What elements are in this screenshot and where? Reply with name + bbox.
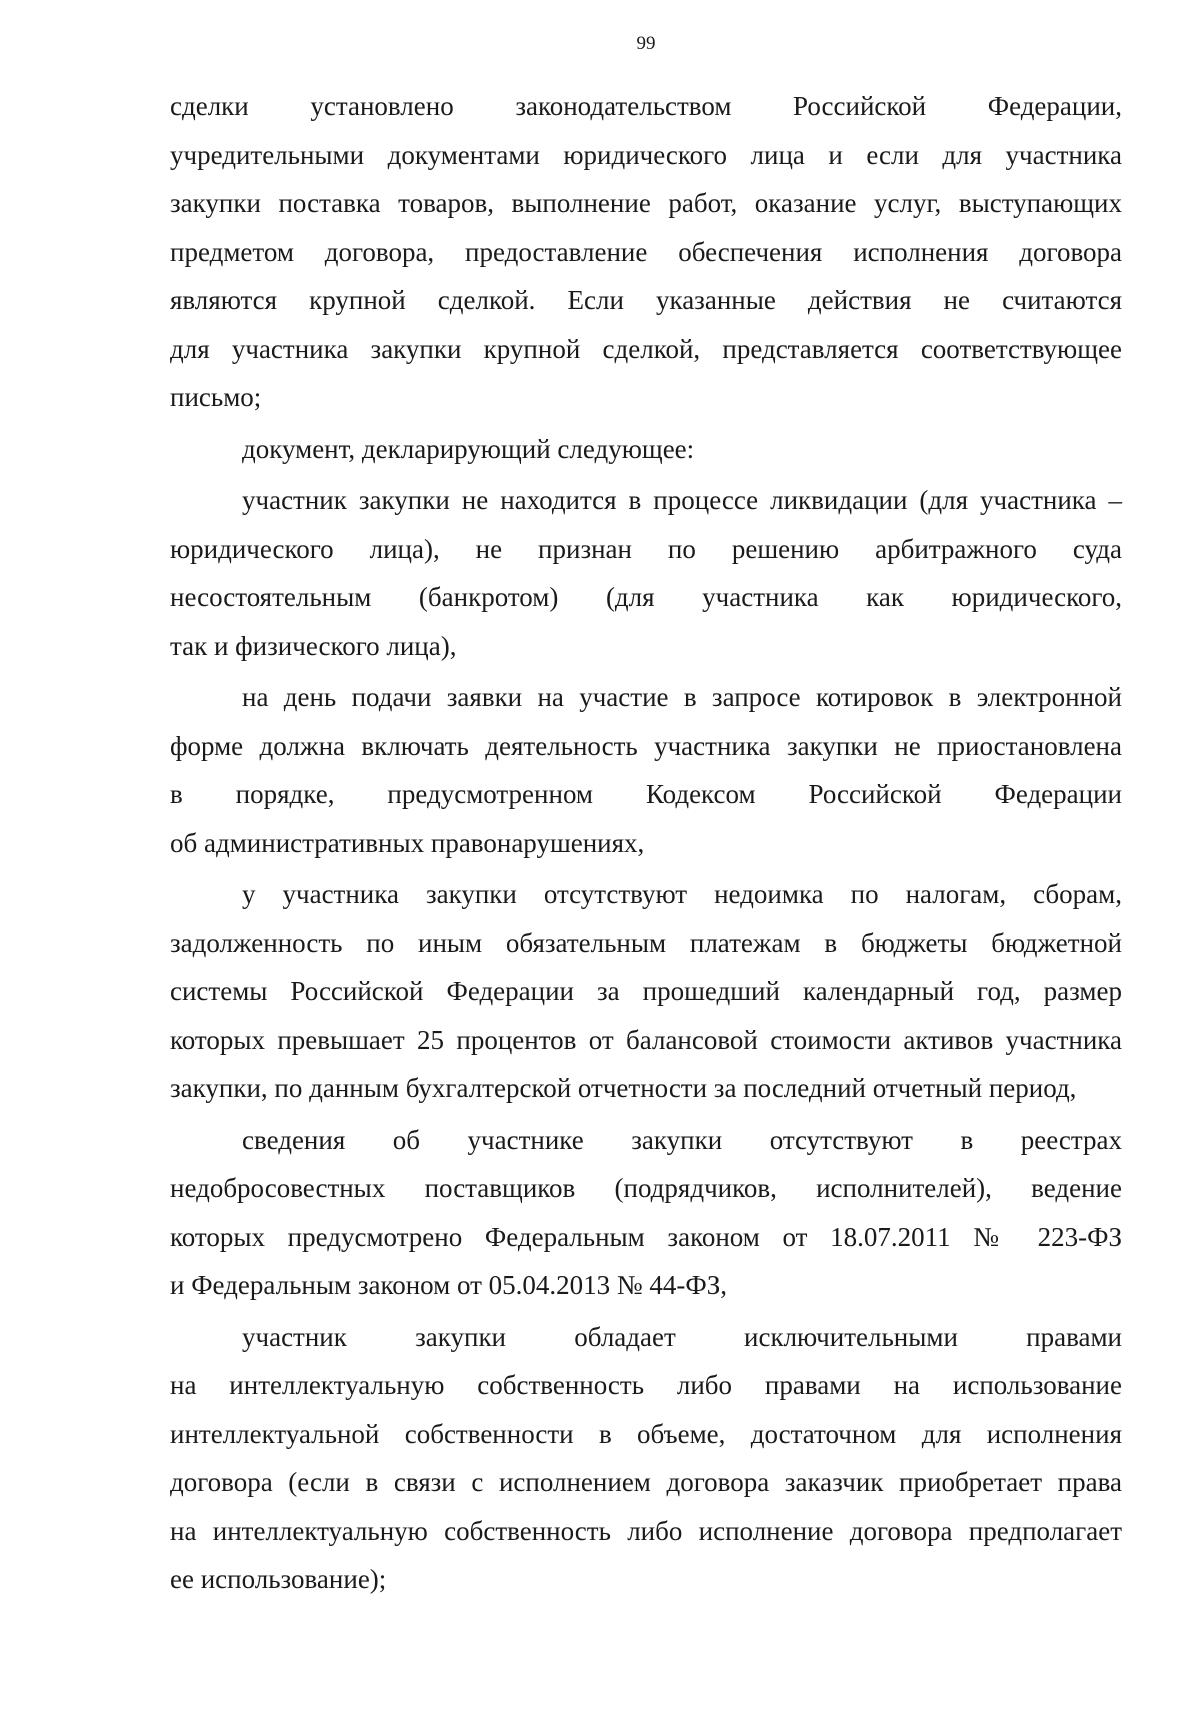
text-line: задолженность по иным обязательным платежам в бюджеты бюджетной — [170, 927, 1122, 958]
text-line: закупки, по данным бухгалтерской отчетности за последний отчетный период, — [170, 1073, 1077, 1103]
page-number: 99 — [636, 33, 656, 54]
text-line: так и физического лица), — [170, 630, 457, 661]
text-line: системы Российской Федерации за прошедший календарный год, размер — [170, 976, 1122, 1006]
text-line: на день подачи заявки на участие в запросе котировок в электронной — [242, 682, 1122, 712]
text-line: несостоятельным (банкротом) (для участника как юридического, — [170, 582, 1122, 612]
text-line: у участника закупки отсутствуют недоимка по налогам, сборам, — [242, 879, 1122, 909]
text-line: которых предусмотрено Федеральным законом от 18.07.2011 № 223-ФЗ — [170, 1221, 1122, 1252]
text-line: договора (если в связи с исполнением договора заказчик приобретает права — [170, 1467, 1122, 1497]
text-line: в порядке, предусмотренном Кодексом Российской Федерации — [170, 779, 1122, 809]
text-line: юридического лица), не признан по решению арбитражного суда — [170, 533, 1122, 564]
document-text-body — [170, 82, 1122, 1604]
text-line: закупки поставка товаров, выполнение работ, оказание услуг, выступающих — [170, 188, 1122, 218]
text-line: документ, декларирующий следующее: — [242, 433, 695, 464]
text-line: форме должна включать деятельность участника закупки не приостановлена — [170, 730, 1122, 761]
text-line: учредительными документами юридического лица и если для участника — [170, 139, 1122, 170]
text-line: для участника закупки крупной сделкой, представляется соответствующее — [170, 333, 1122, 364]
text-line: на интеллектуальную собственность либо правами на использование — [170, 1370, 1122, 1400]
text-line: сведения об участнике закупки отсутствуют в реестрах — [242, 1124, 1122, 1155]
text-line: участник закупки не находится в процессе ликвидации (для участника – — [242, 485, 1122, 515]
text-line: сделки установлено законодательством Российской Федерации, — [170, 91, 1122, 121]
text-line: на интеллектуальную собственность либо исполнение договора предполагает — [170, 1515, 1122, 1546]
text-line: недобросовестных поставщиков (подрядчиков, исполнителей), ведение — [170, 1173, 1122, 1203]
text-line: ее использование); — [170, 1564, 387, 1594]
text-line: об административных правонарушениях, — [170, 827, 645, 858]
text-line: письмо; — [170, 382, 262, 412]
text-line: участник закупки обладает исключительными правами — [242, 1321, 1122, 1352]
text-line: и Федеральным законом от 05.04.2013 № 44-ФЗ, — [170, 1270, 728, 1300]
text-line: предметом договора, предоставление обеспечения исполнения договора — [170, 236, 1122, 267]
text-line: интеллектуальной собственности в объеме, достаточном для исполнения — [170, 1418, 1122, 1449]
text-line: которых превышает 25 процентов от балансовой стоимости активов участника — [170, 1024, 1122, 1055]
text-line: являются крупной сделкой. Если указанные действия не считаются — [170, 285, 1122, 315]
